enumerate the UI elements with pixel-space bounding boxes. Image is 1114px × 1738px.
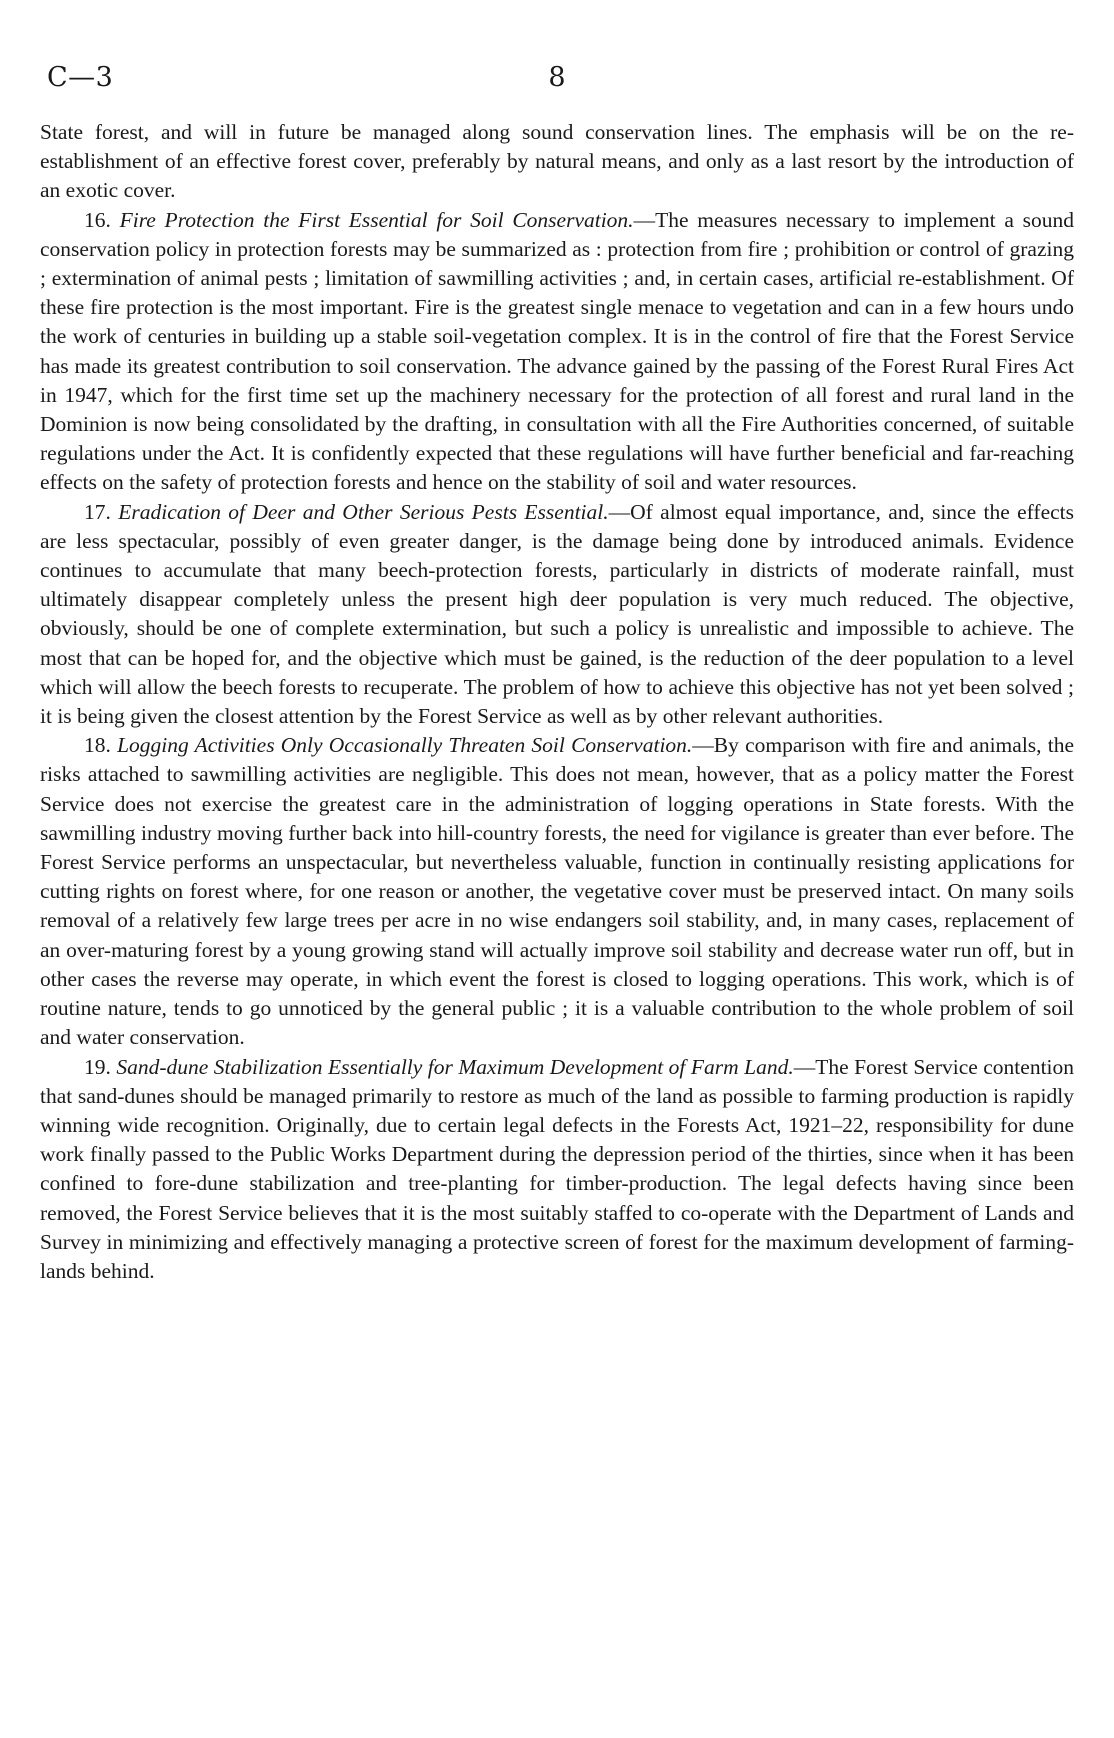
page-header (40, 62, 1074, 118)
paragraph-17 (40, 498, 1074, 732)
section-heading: Eradication of Deer and Other Serious Pests Essential. (118, 499, 609, 524)
document-page (40, 62, 1074, 1722)
body-text (40, 118, 1074, 1286)
document-reference: C—3 (47, 62, 114, 93)
paragraph-19 (40, 1053, 1074, 1287)
section-heading: Fire Protection the First Essential for Soil Conservation. (119, 207, 634, 232)
paragraph-continuation (40, 118, 1074, 206)
paragraph-16 (40, 206, 1074, 498)
paragraph-18 (40, 731, 1074, 1052)
paragraph-number: 17. (84, 499, 111, 524)
paragraph-text: —The measures necessary to implement a sound conservation policy in protection forests may be summarized as : protection from fire ; prohibition or control of grazing ; extermination of animal pests ; limitation of sawmilling activities ; and, in certain cases, artificial re-establishment. Of these fire protection is the most important. Fire is the greatest single menace to vegetation and can in a few hours undo the work of centuries in building up a stable soil-vegetation complex. It is in the control of fire that the Forest Service has made its greatest contribution to soil conservation. The advance gained by the passing of the Forest Rural Fires Act in 1947, which for the first time set up the machinery necessary for the protection of all forest and rural land in the Dominion is now being consolidated by the drafting, in consultation with all the Fire Authorities concerned, of suitable regulations under the Act. It is confidently expected that these regulations will have further beneficial and far-reaching effects on the safety of protection forests and hence on the stability of soil and water resources. (40, 207, 1074, 495)
paragraph-text: State forest, and will in future be managed along sound conservation lines. The emphasis will be on the re-establishment of an effective forest cover, preferably by natural means, and only as a last resort by the introduction of an exotic cover. (40, 120, 1074, 203)
section-heading: Logging Activities Only Occasionally Threaten Soil Conservation. (117, 733, 693, 758)
paragraph-number: 19. (84, 1054, 111, 1079)
page-number: 8 (548, 62, 566, 93)
section-heading: Sand-dune Stabilization Essentially for Maximum Development of Farm Land. (116, 1054, 794, 1079)
paragraph-number: 16. (84, 207, 111, 232)
paragraph-text: —The Forest Service contention that sand-dunes should be managed primarily to restore as much of the land as possible to farming production is rapidly winning wide recognition. Originally, due to certain legal defects in the Forests Act, 1921–22, responsibility for dune work finally passed to the Public Works Department during the depression period of the thirties, since when it has been confined to fore-dune stabilization and tree-planting for timber-production. The legal defects having since been removed, the Forest Service believes that it is the most suitably staffed to co-operate with the Department of Lands and Survey in minimizing and effectively managing a protective screen of forest for the maximum development of farming-lands behind. (40, 1054, 1075, 1283)
paragraph-number: 18. (84, 733, 111, 758)
paragraph-text: —Of almost equal importance, and, since the effects are less spectacular, possibly of even greater danger, is the damage being done by introduced animals. Evidence continues to accumulate that many beech-protection forests, particularly in districts of moderate rainfall, must ultimately disappear completely unless the present high deer population is very much reduced. The objective, obviously, should be one of complete extermination, but such a policy is unrealistic and impossible to achieve. The most that can be hoped for, and the objective which must be gained, is the reduction of the deer population to a level which will allow the beech forests to recuperate. The problem of how to achieve this objective has not yet been solved ; it is being given the closest attention by the Forest Service as well as by other relevant authorities. (40, 499, 1075, 729)
paragraph-text: —By comparison with fire and animals, the risks attached to sawmilling activities are negligible. This does not mean, however, that as a policy matter the Forest Service does not exercise the greatest care in the administration of logging operations in State forests. With the sawmilling industry moving further back into hill-country forests, the need for vigilance is greater than ever before. The Forest Service performs an unspectacular, but nevertheless valuable, function in continually resisting applications for cutting rights on forest where, for one reason or another, the vegetative cover must be preserved intact. On many soils removal of a relatively few large trees per acre in no wise endangers soil stability, and, in many cases, replacement of an over-maturing forest by a young growing stand will actually improve soil stability and decrease water run off, but in other cases the reverse may operate, in which event the forest is closed to logging operations. This work, which is of routine nature, tends to go unnoticed by the general public ; it is a valuable contribution to the whole problem of soil and water conservation. (40, 733, 1074, 1050)
